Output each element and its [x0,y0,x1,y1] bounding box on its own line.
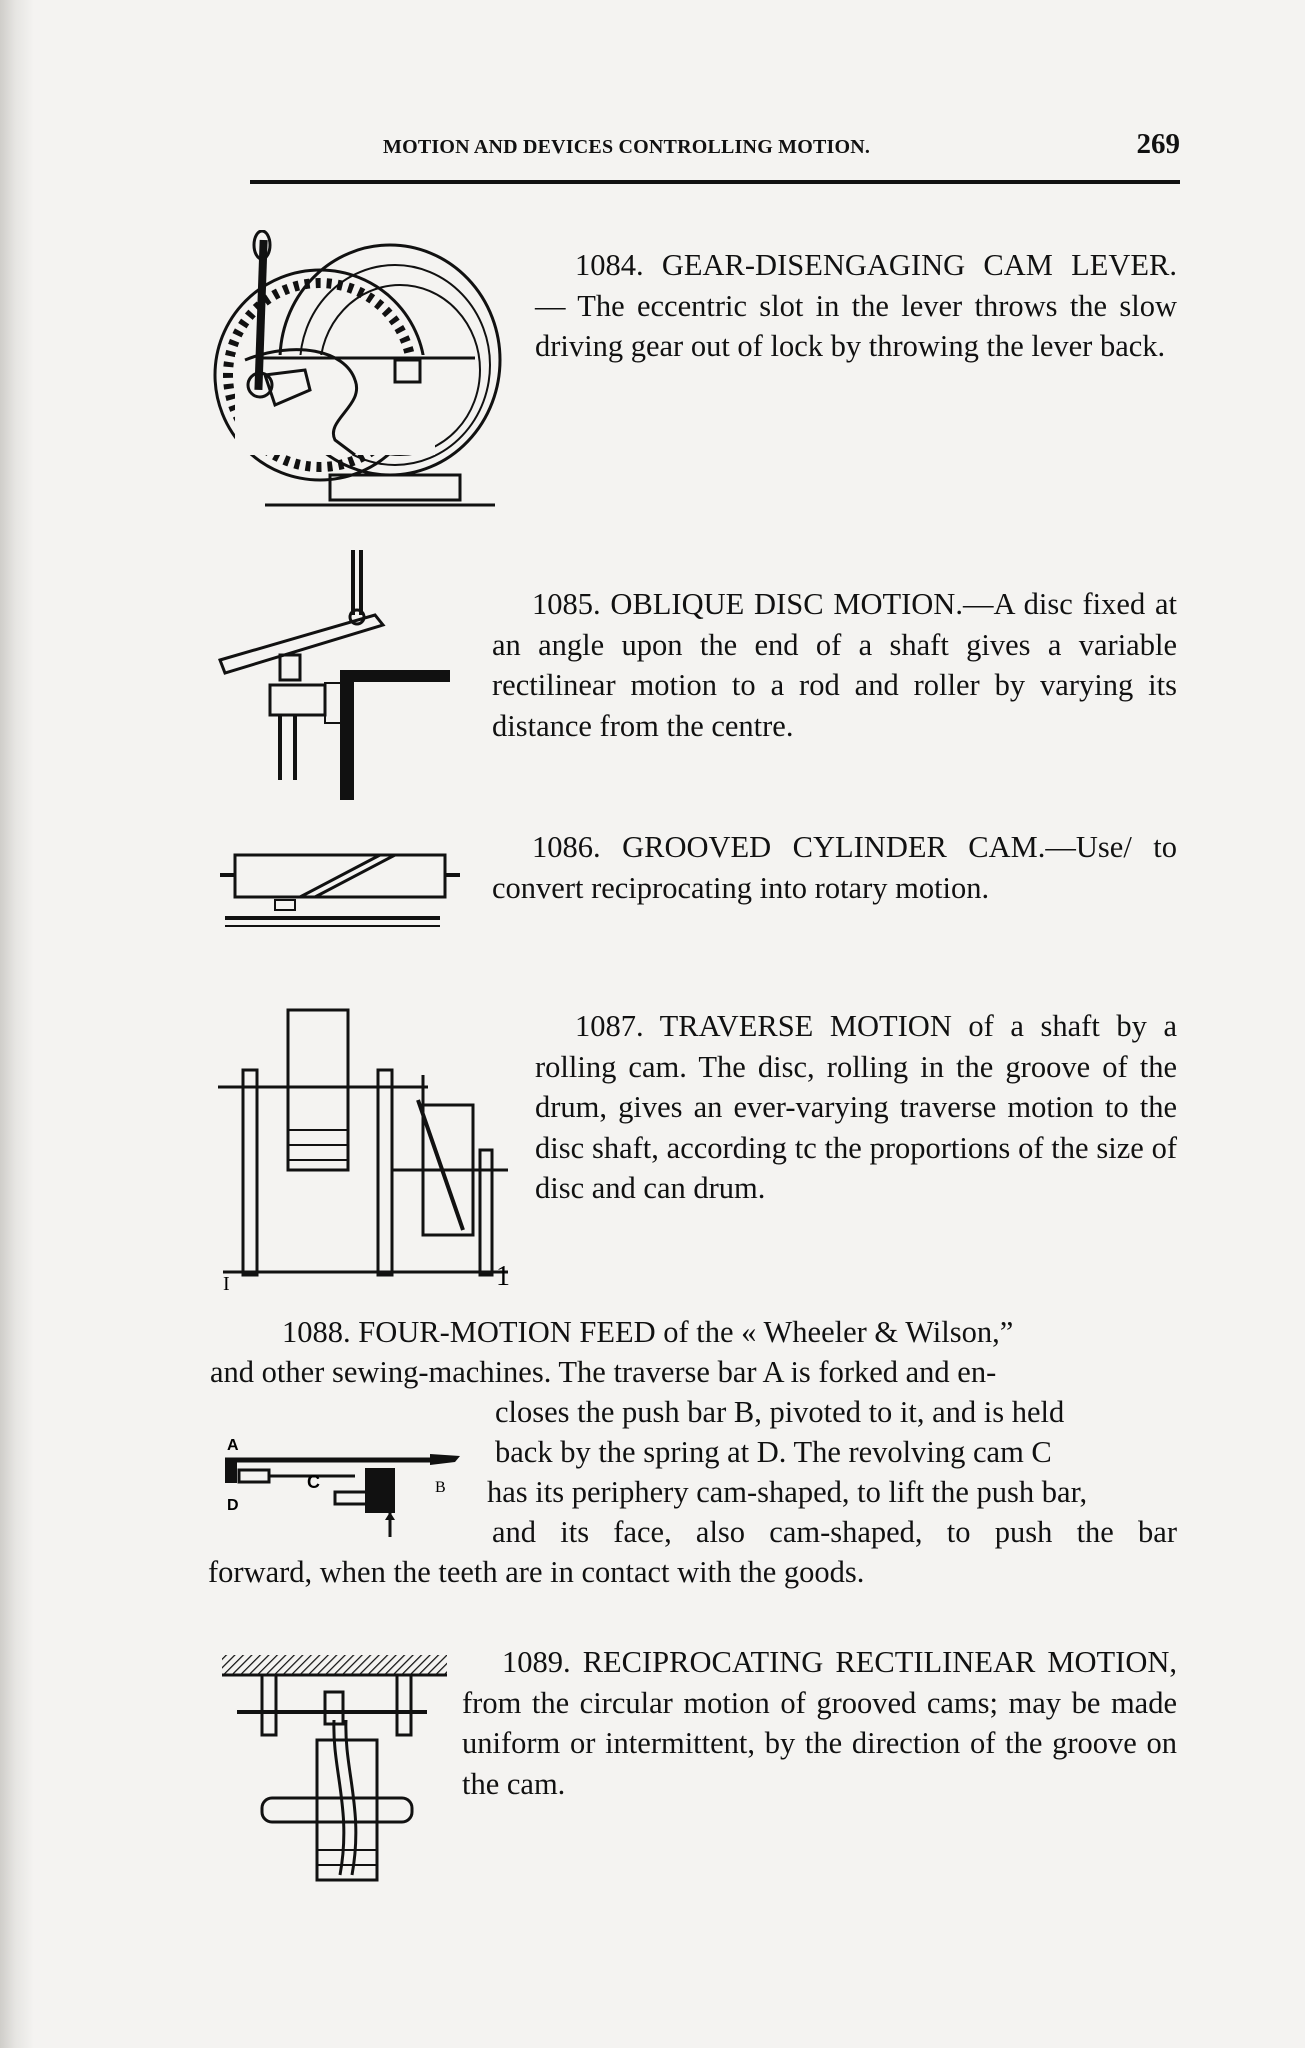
figure-1088-label-b: B [435,1479,446,1496]
entry-1088-line-5: has its periphery cam-shaped, to lift the push bar, [487,1475,1088,1509]
entry-1088-line-7: forward, when the teeth are in contact with the goods. [208,1555,865,1589]
page-edge-shadow [0,0,34,2048]
entry-1086: 1086. GROOVED CYLINDER CAM.—Use/ to convert reciprocating into rotary motion. [492,830,1177,905]
figure-1088-label-c: C [307,1472,320,1492]
figure-1084-gear-cam-lever [205,230,505,510]
entry-1084: 1084. GEAR-DISENGAGING CAM LEVER. — The eccentric slot in the lever throws the slow driving gear out of lock by throwing the lever back. [535,248,1177,363]
entry-1088-line-4: back by the spring at D. The revolving cam C [495,1435,1052,1469]
entry-1088-line-2: and other sewing-machines. The traverse bar A is forked and en- [210,1355,997,1389]
entry-1085: 1085. OBLIQUE DISC MOTION.—A disc fixed at an angle upon the end of a shaft gives a variable rectilinear motion to a rod and roller by varying its distance from the centre. [492,587,1177,743]
figure-1089-reciprocating-cams [222,1650,452,1895]
entry-1089: 1089. RECIPROCATING RECTILINEAR MOTION, from the circular motion of grooved cams; may be made uniform or intermittent, by the direction of the groove on the cam. [462,1645,1177,1801]
entry-1088-line-6: and its face, also cam-shaped, to push the bar [492,1515,1177,1549]
header-rule [250,180,1180,184]
entry-1087: 1087. TRAVERSE MOTION of a shaft by a rolling cam. The disc, rolling in the groove of the drum, gives an ever-varying traverse motion to the disc shaft, according tc the proportions of the size of disc and can drum. [535,1009,1177,1205]
figure-1088-label-d: D [227,1497,239,1514]
figure-1088-label-a: A [227,1437,239,1454]
figure-1085-oblique-disc [215,545,465,805]
figure-1086-grooved-cylinder-cam [220,840,460,930]
figure-1087-traverse-rolling-cam [218,1000,518,1295]
figure-1088-four-motion-feed [215,1432,470,1547]
figure-1087-label-right: 1 [496,1261,510,1292]
figure-1087-label-left: I [223,1273,230,1295]
entry-1088-line-3: closes the push bar B, pivoted to it, and is held [495,1395,1065,1429]
running-header: MOTION AND DEVICES CONTROLLING MOTION. [383,136,871,158]
page-number: 269 [1136,128,1180,160]
entry-1088-line-1: 1088. FOUR-MOTION FEED of the « Wheeler & Wilson,” [282,1315,1014,1349]
